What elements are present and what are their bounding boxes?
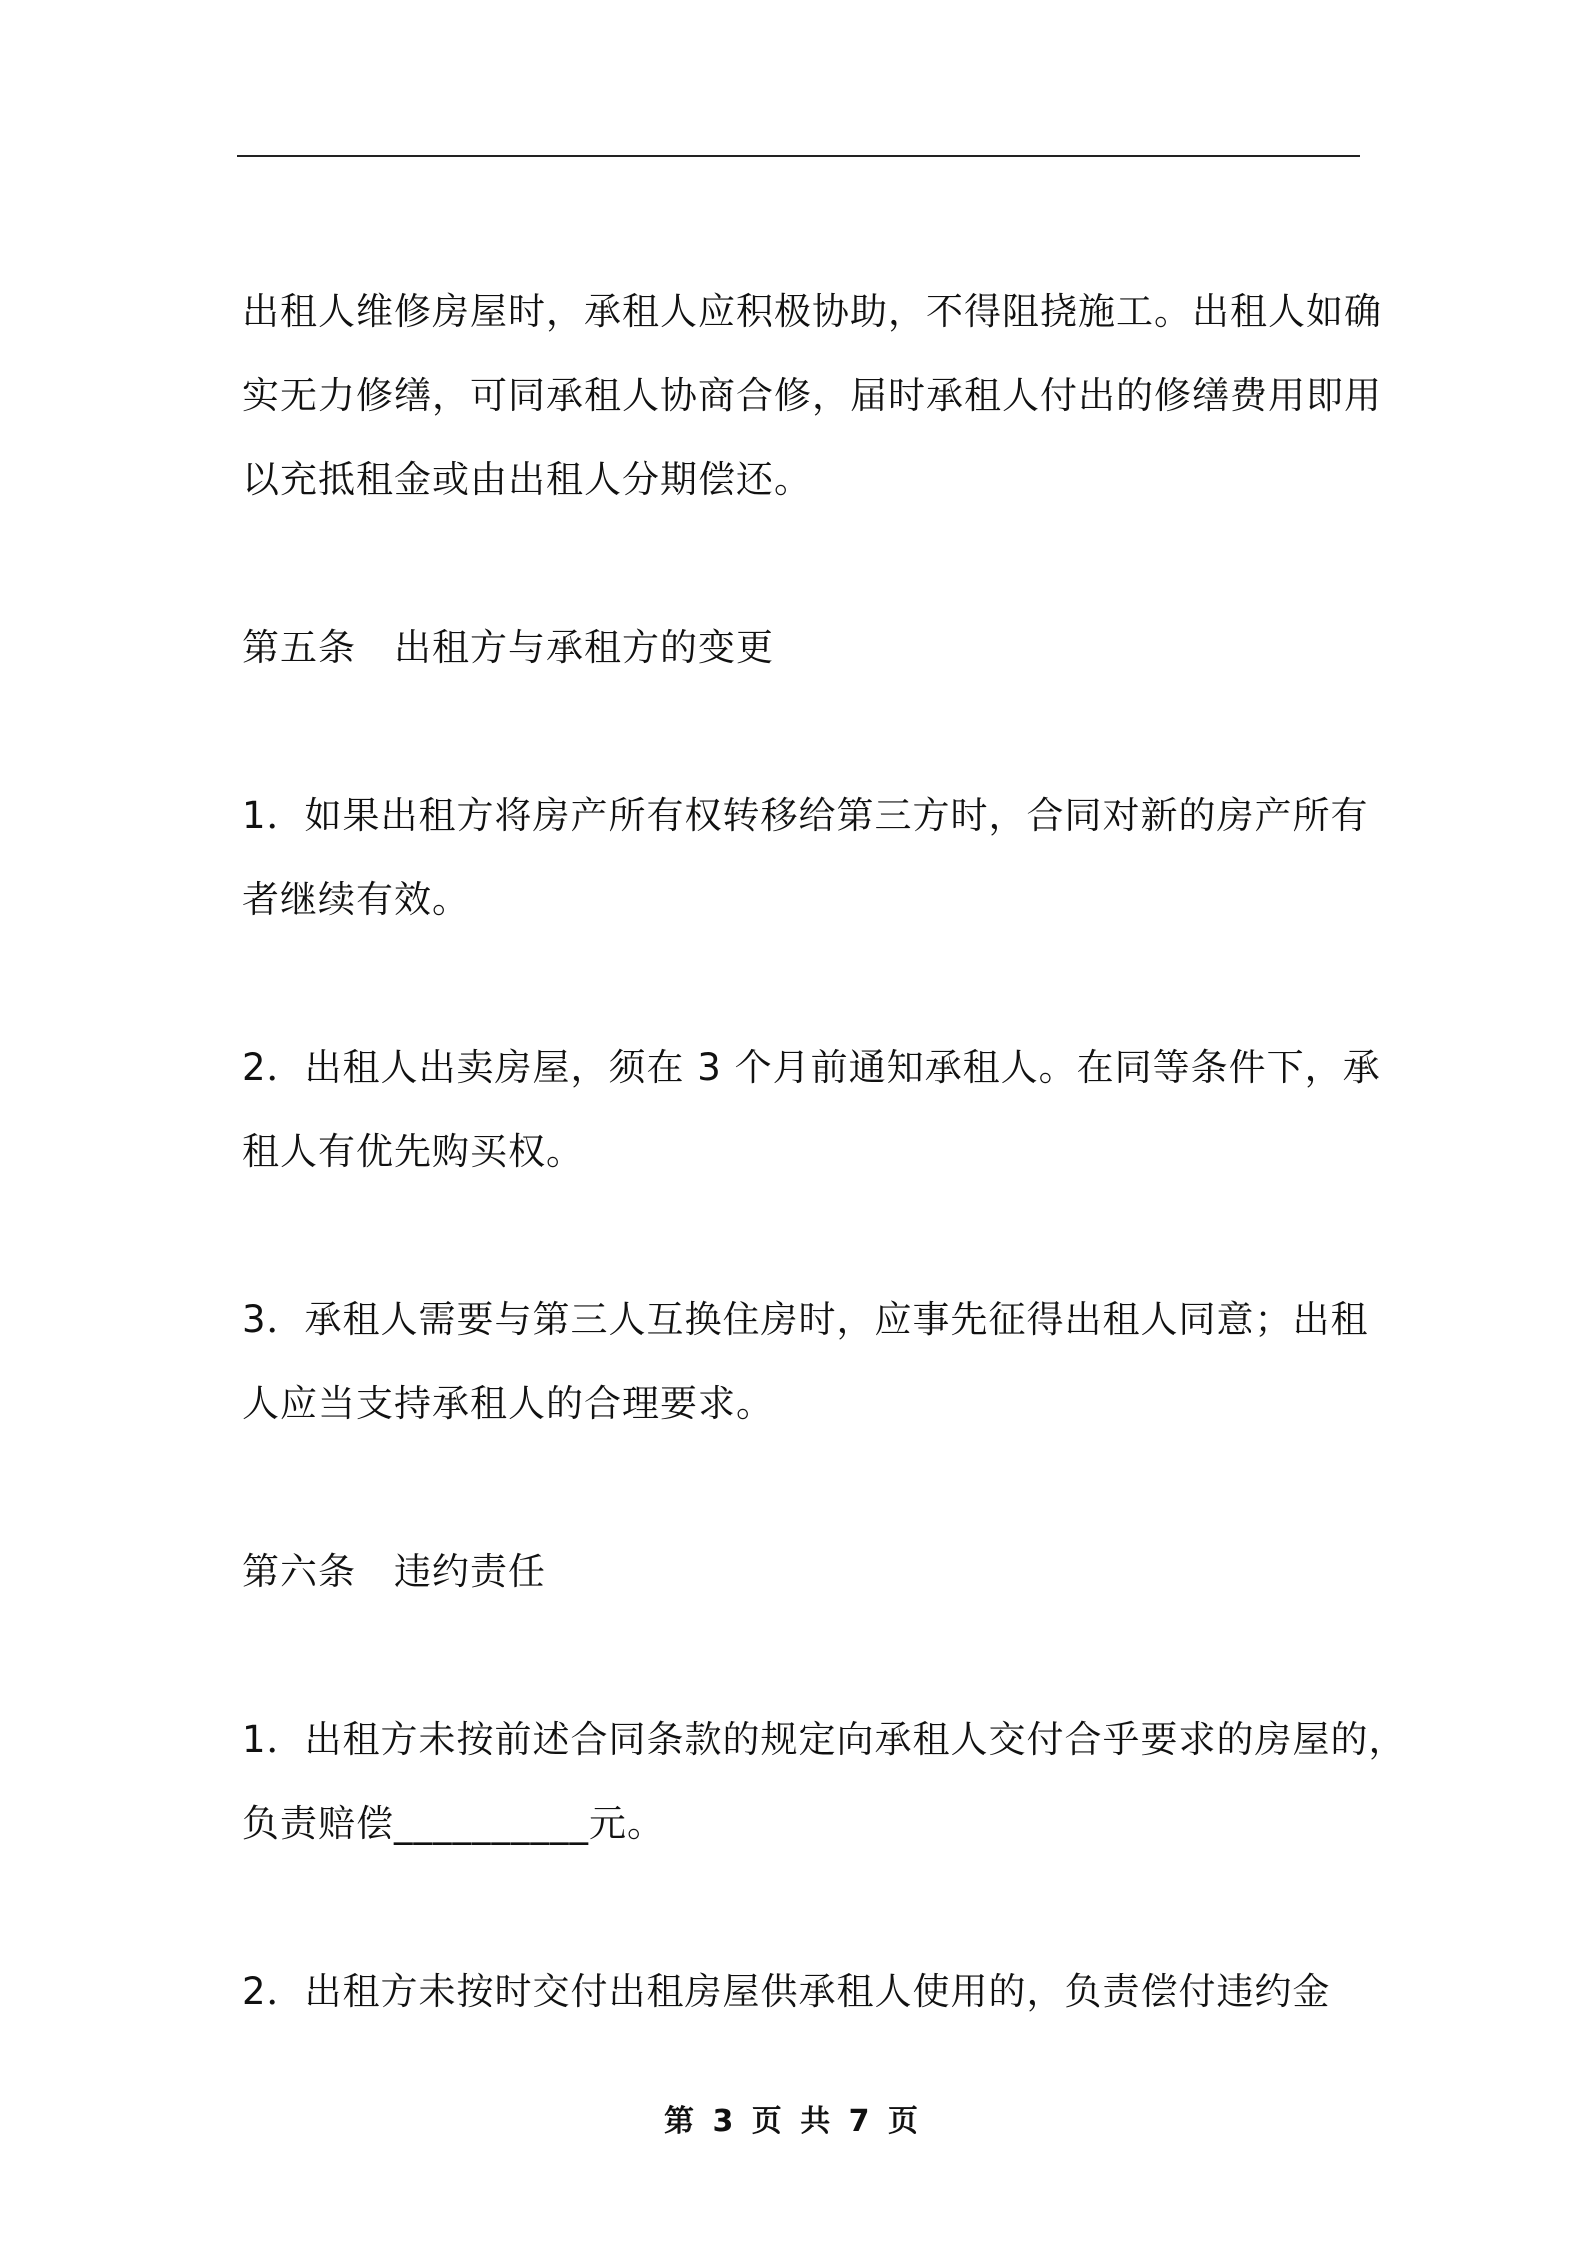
text-line: 以充抵租金或由出租人分期偿还。 (242, 458, 812, 501)
text-line: 人应当支持承租人的合理要求。 (242, 1382, 774, 1425)
text-line: 者继续有效。 (242, 878, 470, 921)
article-5-heading (242, 606, 1360, 690)
article-6-item-2 (242, 1950, 1360, 2034)
text-line: 3．承租人需要与第三人互换住房时，应事先征得出租人同意；出租 (242, 1298, 1369, 1341)
article-6-item-1 (242, 1698, 1407, 1866)
text-line: 1．出租方未按前述合同条款的规定向承租人交付合乎要求的房屋的， (242, 1718, 1407, 1761)
article-title: 出租方与承租方的变更 (394, 626, 774, 669)
article-number: 第六条 (242, 1550, 356, 1593)
text-line: 租人有优先购买权。 (242, 1130, 584, 1173)
article-number: 第五条 (242, 626, 356, 669)
text-line: 出租人维修房屋时，承租人应积极协助，不得阻挠施工。出租人如确 (242, 290, 1382, 333)
article-5-item-3 (242, 1278, 1369, 1446)
article-5-item-2 (242, 1026, 1381, 1194)
text-line: 1．如果出租方将房产所有权转移给第三方时，合同对新的房产所有 (242, 794, 1369, 837)
article-5-item-1 (242, 774, 1369, 942)
text-line: 2．出租人出卖房屋，须在 3 个月前通知承租人。在同等条件下，承 (242, 1046, 1381, 1089)
page-number-footer: 第 3 页 共 7 页 (664, 2104, 922, 2139)
document-body (242, 270, 1407, 2118)
header-rule (237, 155, 1360, 157)
text-line: 负责赔偿__________元。 (242, 1802, 665, 1845)
paragraph-repair-clause (242, 270, 1382, 522)
article-title: 违约责任 (394, 1550, 546, 1593)
text-line: 实无力修缮，可同承租人协商合修，届时承租人付出的修缮费用即用 (242, 374, 1382, 417)
text-line: 2．出租方未按时交付出租房屋供承租人使用的，负责偿付违约金 (242, 1970, 1331, 2013)
article-6-heading (242, 1530, 1360, 1614)
